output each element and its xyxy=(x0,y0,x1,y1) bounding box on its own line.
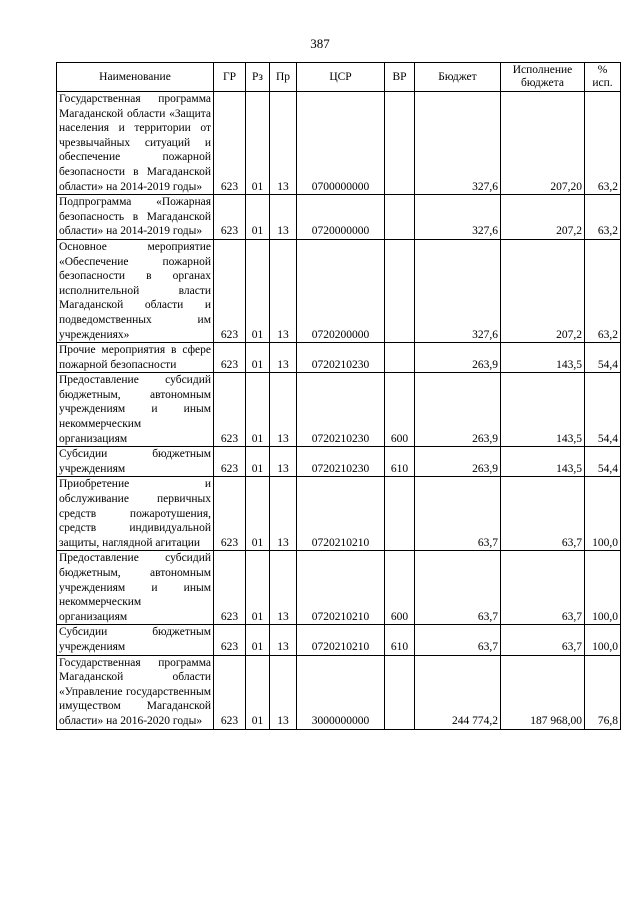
cell-gr: 623 xyxy=(214,343,246,373)
cell-percent: 54,4 xyxy=(585,447,621,477)
cell-csr: 0720210210 xyxy=(297,625,385,655)
cell-percent: 54,4 xyxy=(585,343,621,373)
table-row xyxy=(57,373,621,447)
cell-pr: 13 xyxy=(270,447,297,477)
cell-pr: 13 xyxy=(270,655,297,729)
cell-pr: 13 xyxy=(270,239,297,342)
cell-csr: 0700000000 xyxy=(297,92,385,195)
table-row xyxy=(57,92,621,195)
cell-budget: 244 774,2 xyxy=(415,655,501,729)
cell-gr: 623 xyxy=(214,477,246,551)
cell-pr: 13 xyxy=(270,551,297,625)
cell-execution: 143,5 xyxy=(501,373,585,447)
table-header-row xyxy=(57,63,621,92)
header-percent: % исп. xyxy=(585,63,621,92)
cell-budget: 63,7 xyxy=(415,477,501,551)
cell-budget: 63,7 xyxy=(415,625,501,655)
cell-name: Предоставление субсидий бюджетным, автономным учреждениям и иным некоммерческим организациям xyxy=(57,551,214,625)
cell-gr: 623 xyxy=(214,239,246,342)
cell-budget: 263,9 xyxy=(415,447,501,477)
cell-name: Подпрограмма «Пожарная безопасность в Магаданской области» на 2014-2019 годы» xyxy=(57,195,214,240)
table-row xyxy=(57,343,621,373)
cell-budget: 263,9 xyxy=(415,373,501,447)
cell-execution: 63,7 xyxy=(501,625,585,655)
cell-gr: 623 xyxy=(214,373,246,447)
cell-budget: 63,7 xyxy=(415,551,501,625)
cell-execution: 207,2 xyxy=(501,239,585,342)
table-row xyxy=(57,447,621,477)
table-row xyxy=(57,625,621,655)
cell-name: Государственная программа Магаданской области «Защита населения и территории от чрезвычайных ситуаций и обеспечение пожарной безопасности в Магаданской области» на 2014-2019 годы» xyxy=(57,92,214,195)
cell-rz: 01 xyxy=(246,625,270,655)
cell-execution: 143,5 xyxy=(501,447,585,477)
cell-vr xyxy=(385,477,415,551)
cell-execution: 207,2 xyxy=(501,195,585,240)
cell-percent: 100,0 xyxy=(585,477,621,551)
cell-percent: 63,2 xyxy=(585,195,621,240)
cell-pr: 13 xyxy=(270,625,297,655)
cell-pr: 13 xyxy=(270,343,297,373)
cell-execution: 63,7 xyxy=(501,551,585,625)
cell-rz: 01 xyxy=(246,195,270,240)
header-vr: ВР xyxy=(385,63,415,92)
cell-name: Основное мероприятие «Обеспечение пожарной безопасности в органах исполнительной власти Магаданской области и подведомственных им учреждениях» xyxy=(57,239,214,342)
cell-rz: 01 xyxy=(246,92,270,195)
cell-gr: 623 xyxy=(214,551,246,625)
cell-percent: 100,0 xyxy=(585,625,621,655)
table-row xyxy=(57,551,621,625)
cell-rz: 01 xyxy=(246,447,270,477)
cell-execution: 207,20 xyxy=(501,92,585,195)
cell-execution: 143,5 xyxy=(501,343,585,373)
header-pr: Пр xyxy=(270,63,297,92)
cell-rz: 01 xyxy=(246,373,270,447)
cell-vr: 600 xyxy=(385,551,415,625)
cell-gr: 623 xyxy=(214,625,246,655)
header-name: Наименование xyxy=(57,63,214,92)
cell-percent: 63,2 xyxy=(585,239,621,342)
cell-budget: 327,6 xyxy=(415,92,501,195)
table-row xyxy=(57,239,621,342)
cell-csr: 0720210230 xyxy=(297,447,385,477)
cell-budget: 263,9 xyxy=(415,343,501,373)
header-rz: Рз xyxy=(246,63,270,92)
cell-gr: 623 xyxy=(214,195,246,240)
cell-vr xyxy=(385,239,415,342)
cell-rz: 01 xyxy=(246,239,270,342)
cell-gr: 623 xyxy=(214,92,246,195)
cell-percent: 63,2 xyxy=(585,92,621,195)
cell-gr: 623 xyxy=(214,655,246,729)
table-row xyxy=(57,195,621,240)
cell-vr xyxy=(385,92,415,195)
cell-vr xyxy=(385,195,415,240)
cell-percent: 100,0 xyxy=(585,551,621,625)
cell-name: Предоставление субсидий бюджетным, автономным учреждениям и иным некоммерческим организациям xyxy=(57,373,214,447)
cell-csr: 0720210230 xyxy=(297,373,385,447)
header-csr: ЦСР xyxy=(297,63,385,92)
header-budget: Бюджет xyxy=(415,63,501,92)
cell-name: Приобретение и обслуживание первичных средств пожаротушения, средств индивидуальной защиты, наглядной агитации xyxy=(57,477,214,551)
cell-name: Прочие мероприятия в сфере пожарной безопасности xyxy=(57,343,214,373)
cell-vr xyxy=(385,343,415,373)
cell-rz: 01 xyxy=(246,477,270,551)
cell-rz: 01 xyxy=(246,551,270,625)
cell-vr xyxy=(385,655,415,729)
header-gr: ГР xyxy=(214,63,246,92)
cell-vr: 610 xyxy=(385,447,415,477)
cell-name: Государственная программа Магаданской области «Управление государственным имуществом Магаданской области» на 2016-2020 годы» xyxy=(57,655,214,729)
table-row xyxy=(57,655,621,729)
cell-csr: 0720000000 xyxy=(297,195,385,240)
cell-pr: 13 xyxy=(270,92,297,195)
cell-pr: 13 xyxy=(270,373,297,447)
cell-gr: 623 xyxy=(214,447,246,477)
cell-name: Субсидии бюджетным учреждениям xyxy=(57,447,214,477)
cell-vr: 610 xyxy=(385,625,415,655)
budget-table xyxy=(56,62,621,730)
cell-vr: 600 xyxy=(385,373,415,447)
cell-budget: 327,6 xyxy=(415,239,501,342)
cell-rz: 01 xyxy=(246,343,270,373)
header-execution: Исполнение бюджета xyxy=(501,63,585,92)
cell-csr: 3000000000 xyxy=(297,655,385,729)
cell-pr: 13 xyxy=(270,477,297,551)
table-row xyxy=(57,477,621,551)
cell-rz: 01 xyxy=(246,655,270,729)
cell-execution: 63,7 xyxy=(501,477,585,551)
cell-percent: 54,4 xyxy=(585,373,621,447)
cell-execution: 187 968,00 xyxy=(501,655,585,729)
cell-percent: 76,8 xyxy=(585,655,621,729)
cell-csr: 0720200000 xyxy=(297,239,385,342)
cell-budget: 327,6 xyxy=(415,195,501,240)
cell-name: Субсидии бюджетным учреждениям xyxy=(57,625,214,655)
cell-csr: 0720210230 xyxy=(297,343,385,373)
cell-csr: 0720210210 xyxy=(297,551,385,625)
page-number: 387 xyxy=(310,36,330,51)
cell-csr: 0720210210 xyxy=(297,477,385,551)
cell-pr: 13 xyxy=(270,195,297,240)
